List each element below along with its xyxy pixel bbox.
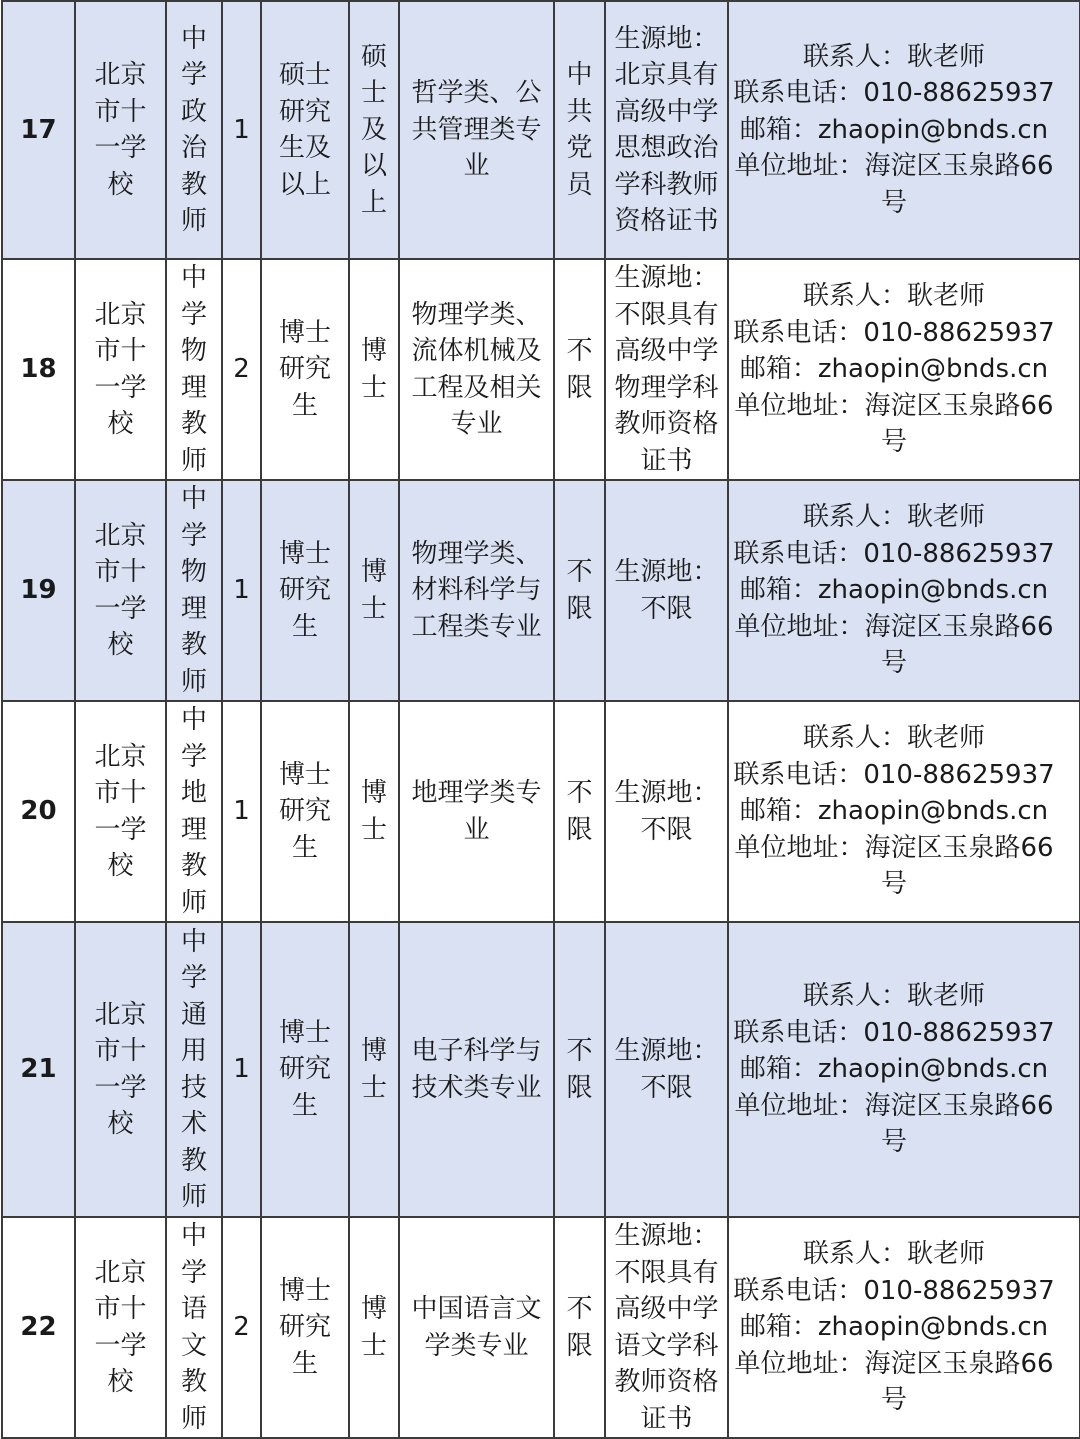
table-row <box>2 701 1080 922</box>
contact-phone: 联系电话：010-88625937 <box>733 759 1055 790</box>
major-requirement: 中国语言文学类专业 <box>411 1294 542 1361</box>
row-number: 20 <box>2 701 75 922</box>
contact-info <box>728 1217 1080 1438</box>
education-requirement: 博士研究生 <box>278 1017 331 1121</box>
education-requirement: 博士研究生 <box>278 759 331 863</box>
row-number: 19 <box>2 480 75 701</box>
school-name: 北京市十一学校 <box>94 1257 147 1397</box>
position-name: 中学语文教师 <box>180 1221 207 1434</box>
political-status: 不限 <box>566 557 593 624</box>
contact-email: 邮箱：zhaopin@bnds.cn <box>739 1312 1049 1343</box>
school-name: 北京市十一学校 <box>94 520 147 660</box>
political-status: 中共党员 <box>566 60 593 200</box>
contact-email: 邮箱：zhaopin@bnds.cn <box>739 796 1049 827</box>
row-number: 17 <box>2 1 75 259</box>
hiring-count: 1 <box>222 701 261 922</box>
school-name: 北京市十一学校 <box>94 741 147 881</box>
contact-email: 邮箱：zhaopin@bnds.cn <box>739 114 1049 145</box>
table-row <box>2 1 1080 259</box>
contact-email: 邮箱：zhaopin@bnds.cn <box>739 354 1049 385</box>
contact-phone: 联系电话：010-88625937 <box>733 1275 1055 1306</box>
contact-email: 邮箱：zhaopin@bnds.cn <box>739 1054 1049 1085</box>
other-conditions: 生源地：北京具有高级中学思想政治学科教师资格证书 <box>614 23 719 236</box>
political-status: 不限 <box>566 1294 593 1361</box>
contact-address: 单位地址：海淀区玉泉路66号 <box>734 1348 1054 1416</box>
contact-address: 单位地址：海淀区玉泉路66号 <box>734 832 1054 900</box>
contact-address: 单位地址：海淀区玉泉路66号 <box>734 151 1054 218</box>
degree-requirement: 博士 <box>360 778 387 845</box>
contact-person: 联系人：耿老师 <box>802 41 985 72</box>
major-requirement: 电子科学与技术类专业 <box>411 1036 542 1103</box>
table-row <box>2 1217 1080 1438</box>
position-name: 中学物理教师 <box>180 263 207 476</box>
hiring-count: 2 <box>222 259 261 480</box>
row-number: 22 <box>2 1217 75 1438</box>
other-conditions: 生源地：不限具有高级中学物理学科教师资格证书 <box>614 263 719 476</box>
contact-address: 单位地址：海淀区玉泉路66号 <box>734 611 1054 679</box>
major-requirement: 物理学类、流体机械及工程及相关专业 <box>411 299 542 439</box>
contact-info <box>728 1 1080 259</box>
political-status: 不限 <box>566 336 593 403</box>
education-requirement: 博士研究生 <box>278 538 331 642</box>
other-conditions: 生源地：不限 <box>614 557 719 624</box>
contact-email: 邮箱：zhaopin@bnds.cn <box>739 575 1049 606</box>
hiring-count: 1 <box>222 922 261 1217</box>
other-conditions: 生源地：不限 <box>614 778 719 845</box>
degree-requirement: 博士 <box>360 1294 387 1361</box>
table-row <box>2 922 1080 1217</box>
school-name: 北京市十一学校 <box>94 60 147 200</box>
degree-requirement: 博士 <box>360 336 387 403</box>
row-number: 21 <box>2 922 75 1217</box>
political-status: 不限 <box>566 1036 593 1103</box>
position-name: 中学政治教师 <box>180 23 207 236</box>
contact-info <box>728 922 1080 1217</box>
contact-person: 联系人：耿老师 <box>802 723 985 754</box>
education-requirement: 博士研究生 <box>278 317 331 421</box>
school-name: 北京市十一学校 <box>94 999 147 1139</box>
contact-person: 联系人：耿老师 <box>802 1239 985 1270</box>
contact-person: 联系人：耿老师 <box>802 281 985 312</box>
education-requirement: 博士研究生 <box>278 1275 331 1379</box>
contact-address: 单位地址：海淀区玉泉路66号 <box>734 390 1054 458</box>
major-requirement: 哲学类、公共管理类专业 <box>411 78 542 182</box>
position-name: 中学物理教师 <box>180 484 207 697</box>
contact-phone: 联系电话：010-88625937 <box>733 1017 1055 1048</box>
contact-address: 单位地址：海淀区玉泉路66号 <box>734 1090 1054 1158</box>
hiring-count: 1 <box>222 1 261 259</box>
degree-requirement: 博士 <box>360 557 387 624</box>
contact-phone: 联系电话：010-88625937 <box>733 317 1055 348</box>
contact-info <box>728 259 1080 480</box>
contact-person: 联系人：耿老师 <box>802 502 985 533</box>
table-row <box>2 259 1080 480</box>
contact-person: 联系人：耿老师 <box>802 981 985 1012</box>
major-requirement: 物理学类、材料科学与工程类专业 <box>411 538 542 642</box>
table-row <box>2 480 1080 701</box>
degree-requirement: 博士 <box>360 1036 387 1103</box>
position-name: 中学通用技术教师 <box>180 926 207 1212</box>
row-number: 18 <box>2 259 75 480</box>
contact-info <box>728 701 1080 922</box>
position-name: 中学地理教师 <box>180 705 207 918</box>
contact-phone: 联系电话：010-88625937 <box>733 78 1055 109</box>
education-requirement: 硕士研究生及以上 <box>278 60 331 200</box>
contact-info <box>728 480 1080 701</box>
hiring-count: 2 <box>222 1217 261 1438</box>
other-conditions: 生源地：不限具有高级中学语文学科教师资格证书 <box>614 1221 719 1434</box>
school-name: 北京市十一学校 <box>94 299 147 439</box>
major-requirement: 地理学类专业 <box>411 778 542 845</box>
recruitment-table <box>1 0 1080 1439</box>
degree-requirement: 硕士及以上 <box>360 41 387 218</box>
political-status: 不限 <box>566 778 593 845</box>
other-conditions: 生源地：不限 <box>614 1036 719 1103</box>
contact-phone: 联系电话：010-88625937 <box>733 538 1055 569</box>
hiring-count: 1 <box>222 480 261 701</box>
